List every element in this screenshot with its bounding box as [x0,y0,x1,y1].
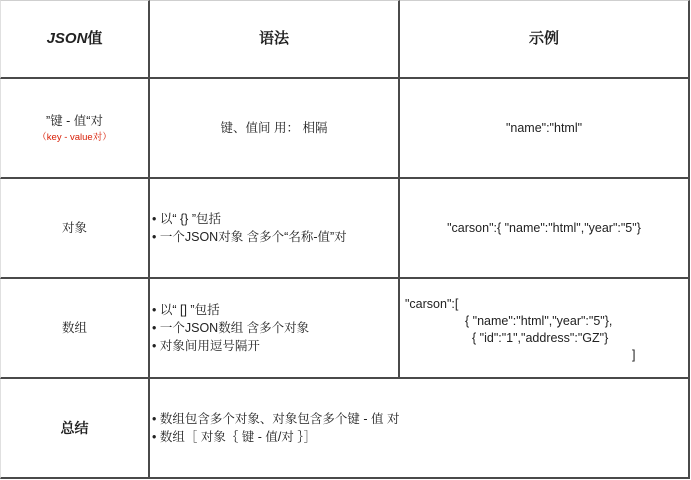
code-line: "carson":[ [405,297,459,311]
list-item: • 对象间用逗号隔开 [152,337,260,355]
row-summary-label: 总结 [0,379,150,479]
pair-label: ”键 - 值“对 [46,114,103,128]
pair-label-sub: （key - value对） [37,132,112,143]
header-example: 示例 [400,0,690,79]
row-summary-content [150,379,690,479]
row-array-label: 数组 [0,279,150,379]
row-array-example [400,279,690,379]
list-item: • 数组包含多个对象、对象包含多个键 - 值 对 [152,410,399,428]
row-object-syntax [150,179,400,279]
header-json-value [0,0,150,79]
row-object-example: "carson":{ "name":"html","year":"5"} [400,179,690,279]
list-item: • 数组［ 对象｛ 键 - 值/对 ｝］ [152,428,316,446]
header-syntax: 语法 [150,0,400,79]
list-item: • 一个JSON对象 含多个“名称-值”对 [152,228,347,246]
row-object-label: 对象 [0,179,150,279]
row-array-syntax [150,279,400,379]
row-pair-label [0,79,150,179]
code-line: { "name":"html","year":"5"}, [465,314,613,328]
code-line: ] [632,348,636,362]
row-pair-example: "name":"html" [400,79,690,179]
row-pair-syntax: 键、值间 用： 相隔 [150,79,400,179]
list-item: • 一个JSON数组 含多个对象 [152,319,309,337]
list-item: • 以“ [] ”包括 [152,301,220,319]
header-json-value-text: JSON值 [46,30,103,47]
list-item: • 以“ {} ”包括 [152,210,221,228]
code-line: { "id":"1","address":"GZ"} [472,331,609,345]
